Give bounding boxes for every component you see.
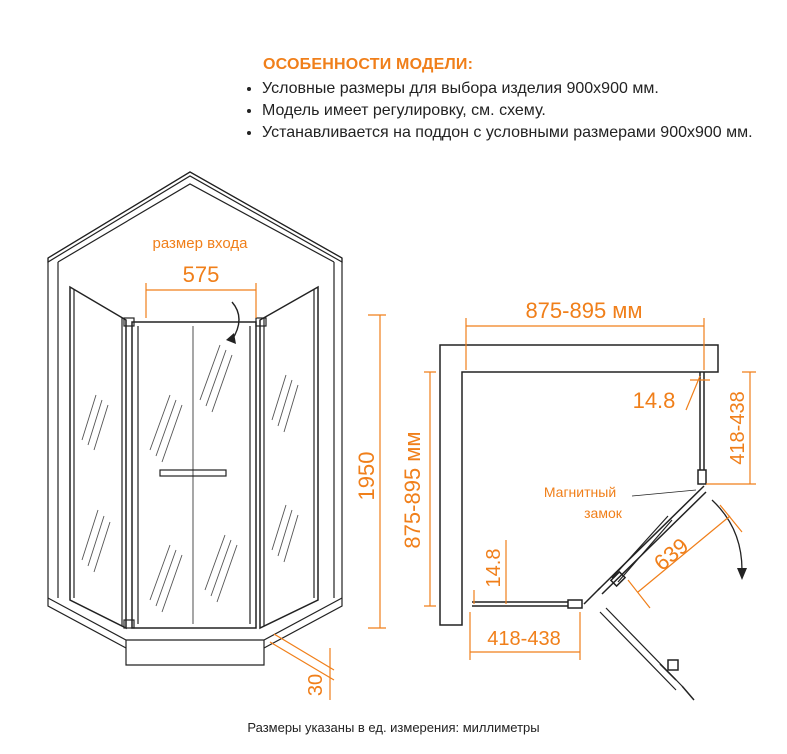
- feature-item: • Условные размеры для выбора изделия 900х900 мм.: [262, 78, 776, 100]
- door-swing-arrowhead-plan: [737, 568, 747, 580]
- profile-top-value: 14.8: [632, 388, 676, 413]
- front-dimensions: [146, 283, 386, 700]
- tray-height-value: 30: [305, 673, 327, 697]
- depth-range-value: 875-895 мм: [400, 431, 425, 549]
- side-range-bottom-value: 418-438: [487, 628, 561, 650]
- entry-label: размер входа: [152, 235, 248, 252]
- feature-item: • Модель имеет регулировку, см. схему.: [262, 100, 776, 122]
- door-width-value: 639: [649, 532, 694, 576]
- entry-width-value: 575: [182, 262, 220, 287]
- width-range-value: 875-895 мм: [525, 298, 643, 323]
- magnet-label-line2: замок: [584, 505, 622, 521]
- magnet-label-line1: Магнитный: [543, 484, 617, 500]
- height-value: 1950: [354, 451, 379, 501]
- feature-item: • Устанавливается на поддон с условными размерами 900х900 мм.: [262, 122, 776, 144]
- plan-view: [440, 345, 718, 700]
- footnote: Размеры указаны в ед. измерения: миллиметры: [247, 720, 540, 735]
- profile-left-value: 14.8: [483, 548, 505, 588]
- side-range-right-value: 418-438: [727, 391, 749, 465]
- door-swing-arrow-plan: [712, 500, 742, 570]
- features-title: ОСОБЕННОСТИ МОДЕЛИ:: [263, 56, 474, 73]
